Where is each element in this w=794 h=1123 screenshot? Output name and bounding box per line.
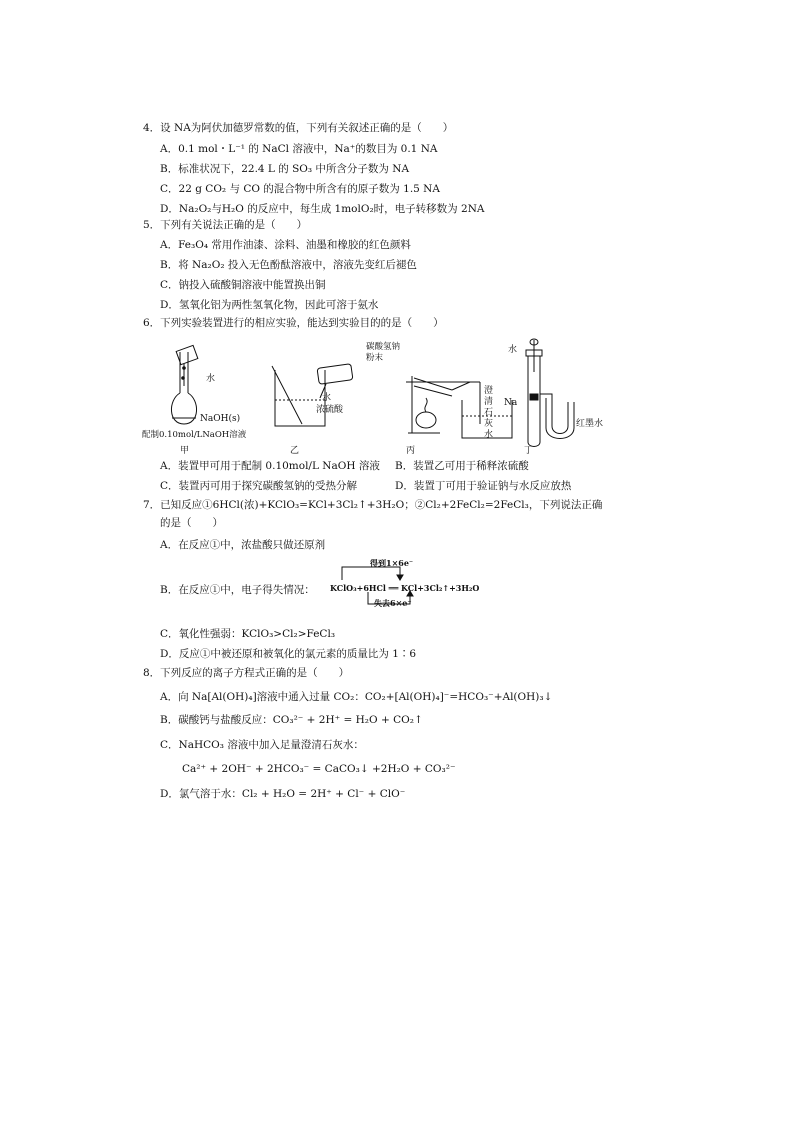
q8-stem: 8．下列反应的离子方程式正确的是（ ） [143,667,350,679]
q7-option-b: B．在反应①中，电子得失情况： [160,584,315,596]
q5-option-c: C．钠投入硫酸铜溶液中能置换出铜 [160,279,326,291]
q5-option-d: D．氢氧化铝为两性氢氧化物，因此可溶于氨水 [160,299,379,311]
apparatus-bing [406,376,512,438]
q6-option-b: B．装置乙可用于稀释浓硫酸 [395,460,529,472]
ding-na-label: Na [504,398,518,408]
q4-stem: 4．设 NA为阿伏加德罗常数的值，下列有关叙述正确的是（ ） [143,122,454,134]
jia-water-label: 水 [206,374,216,384]
ding-label: 丁 [524,446,534,456]
yi-label: 乙 [290,446,300,456]
lose-electrons-label: 失去6×e⁻ [374,598,412,608]
apparatus-yi [272,364,353,426]
q4-option-d: D．Na₂O₂与H₂O 的反应中，每生成 1molO₂时，电子转移数为 2NA [160,203,485,215]
bing-label: 丙 [406,446,416,456]
q8-option-a: A．向 Na[Al(OH)₄]溶液中通入过量 CO₂：CO₂+[Al(OH)₄]⁻=HCO₃⁻+Al(OH)₃↓ [160,691,553,703]
jia-naoh-label: NaOH(s) [200,414,241,424]
q7-option-d: D．反应①中被还原和被氧化的氯元素的质量比为 1∶6 [160,648,417,660]
electron-transfer-diagram [330,558,480,610]
q4-option-b: B．标准状况下，22.4 L 的 SO₃ 中所含分子数为 NA [160,163,410,175]
q7-stem-line2: 的是（ ） [160,517,223,529]
gain-electrons-label: 得到1×6e⁻ [370,558,414,568]
q8-option-d: D．氯气溶于水：Cl₂ + H₂O = 2H⁺ + Cl⁻ + ClO⁻ [160,788,406,800]
q7-option-a: A．在反应①中，浓盐酸只做还原剂 [160,539,326,551]
q6-option-a: A．装置甲可用于配制 0.10mol/L NaOH 溶液 [160,460,380,472]
q5-option-b: B．将 Na₂O₂ 投入无色酚酞溶液中，溶液先变红后褪色 [160,259,417,271]
ding-ink-label: 红墨水 [576,419,604,429]
q7-stem-line1: 7．已知反应①6HCl(浓)+KClO₃=KCl+3Cl₂↑+3H₂O；②Cl₂+2FeCl₂=2FeCl₃，下列说法正确 [143,499,603,511]
q5-option-a: A．Fe₃O₄ 常用作油漆、涂料、油墨和橡胶的红色颜料 [160,239,411,251]
jia-label: 甲 [180,446,190,456]
bing-limewater-label: 澄清石灰水 [484,386,494,440]
apparatus-jia [171,345,197,424]
bing-powder-label: 碳酸氢钠粉末 [366,342,401,363]
q5-stem: 5．下列有关说法正确的是（ ） [143,219,308,231]
ding-water-label: 水 [508,345,518,355]
apparatus-ding [526,339,574,447]
reaction-equation: KClO₃+6HCl ══ KCl+3Cl₂↑+3H₂O [330,583,480,593]
q4-option-c: C．22 g CO₂ 与 CO 的混合物中所含有的原子数为 1.5 NA [160,183,440,195]
jia-caption: 配制0.10mol/LNaOH溶液 [142,430,247,440]
q7-option-c: C．氧化性强弱：KClO₃>Cl₂>FeCl₃ [160,628,336,640]
q6-option-c: C．装置丙可用于探究碳酸氢钠的受热分解 [160,480,358,492]
q8-option-b: B．碳酸钙与盐酸反应：CO₃²⁻ + 2H⁺ = H₂O + CO₂↑ [160,714,423,726]
q6-stem: 6．下列实验装置进行的相应实验，能达到实验目的的是（ ） [143,317,444,329]
q8-option-c: C．NaHCO₃ 溶液中加入足量澄清石灰水： [160,739,364,751]
q4-option-a: A．0.1 mol・L⁻¹ 的 NaCl 溶液中，Na⁺的数目为 0.1 NA [160,143,438,155]
q8-option-c-equation: Ca²⁺ + 2OH⁻ + 2HCO₃⁻ = CaCO₃↓ +2H₂O + CO₃²⁻ [182,763,456,775]
yi-water-label: 水 [322,393,332,403]
apparatus-figure [140,338,610,458]
yi-acid-label: 浓硫酸 [316,405,344,415]
q6-option-d: D．装置丁可用于验证钠与水反应放热 [395,480,572,492]
